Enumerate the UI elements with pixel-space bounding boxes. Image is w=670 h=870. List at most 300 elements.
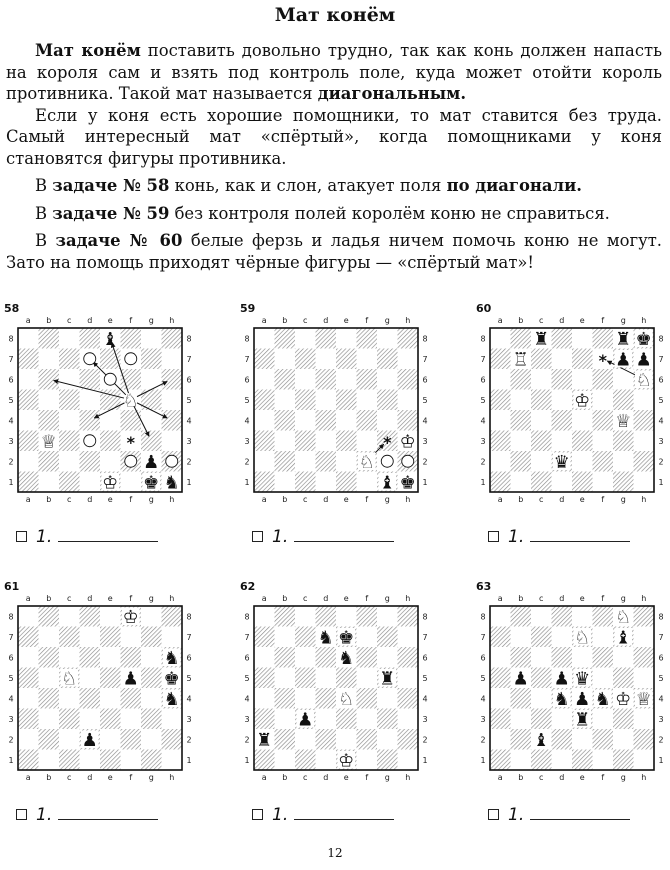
file-label: a xyxy=(261,495,267,504)
text-run: В xyxy=(35,176,53,195)
dark-square xyxy=(398,410,419,431)
dark-square xyxy=(613,668,634,689)
rank-label: 6 xyxy=(480,653,486,663)
rank-label: 7 xyxy=(658,354,664,364)
dark-square xyxy=(593,647,614,668)
dark-square xyxy=(398,369,419,390)
file-label: g xyxy=(148,594,154,603)
rank-label: 2 xyxy=(8,457,14,467)
file-label: c xyxy=(539,316,544,325)
answer-field-62[interactable] xyxy=(252,806,402,828)
rank-label: 8 xyxy=(480,334,486,344)
dark-square xyxy=(59,431,80,452)
file-label: d xyxy=(87,773,93,782)
dark-square xyxy=(511,451,532,472)
answer-line[interactable] xyxy=(294,541,394,542)
rank-label: 2 xyxy=(422,457,428,467)
marked-square-circle xyxy=(104,373,116,385)
dark-square xyxy=(141,627,162,648)
answer-checkbox[interactable] xyxy=(488,809,499,820)
rank-label: 2 xyxy=(422,735,428,745)
white-knight-icon: ♘ xyxy=(358,451,375,473)
file-label: b xyxy=(282,316,288,325)
dark-square xyxy=(316,729,337,750)
text-run: белые ферзь и ладья ничем помочь коню не могут. Зато на помощь приходят чёрные фигуры — «спёртый мат»! xyxy=(6,231,662,272)
dark-square xyxy=(377,750,398,771)
rank-label: 5 xyxy=(244,673,250,683)
file-label: b xyxy=(46,773,52,782)
marked-square-circle xyxy=(84,353,96,365)
black-rook-icon: ♜ xyxy=(256,729,273,751)
rank-label: 6 xyxy=(8,375,14,385)
target-asterisk: * xyxy=(598,350,607,370)
rank-label: 5 xyxy=(8,673,14,683)
dark-square xyxy=(316,451,337,472)
dark-square xyxy=(552,410,573,431)
dark-square xyxy=(295,349,316,370)
dark-square xyxy=(121,328,142,349)
dark-square xyxy=(613,750,634,771)
answer-field-61[interactable] xyxy=(16,806,166,828)
text-run: В xyxy=(35,231,56,250)
dark-square xyxy=(254,750,275,771)
move-number: 1. xyxy=(36,805,53,825)
black-pawn-icon: ♟ xyxy=(297,709,314,731)
rank-label: 1 xyxy=(422,477,428,487)
dark-square xyxy=(613,709,634,730)
black-pawn-icon: ♟ xyxy=(512,668,529,690)
file-label: h xyxy=(641,495,647,504)
answer-checkbox[interactable] xyxy=(252,809,263,820)
dark-square xyxy=(100,750,121,771)
paragraph xyxy=(6,230,662,273)
black-rook-icon: ♜ xyxy=(379,668,396,690)
rank-label: 2 xyxy=(658,735,664,745)
dark-square xyxy=(552,729,573,750)
dark-square xyxy=(490,709,511,730)
file-label: d xyxy=(559,316,565,325)
black-pawn-icon: ♟ xyxy=(615,349,632,371)
answer-field-63[interactable] xyxy=(488,806,638,828)
file-label: g xyxy=(384,495,390,504)
chess-diagram-59 xyxy=(240,314,432,506)
dark-square xyxy=(377,349,398,370)
rank-label: 2 xyxy=(480,457,486,467)
rank-label: 4 xyxy=(480,416,486,426)
file-label: c xyxy=(67,773,72,782)
text-run: Если у коня есть хорошие помощники, то мат ставится без труда. Самый интересный мат «спёртый», когда помощниками у коня становятся фигуры противника. xyxy=(6,105,662,168)
dark-square xyxy=(18,431,39,452)
dark-square xyxy=(80,451,101,472)
move-number: 1. xyxy=(272,805,289,825)
file-label: d xyxy=(559,495,565,504)
paragraph xyxy=(6,105,662,170)
file-label: f xyxy=(365,495,369,504)
black-knight-icon: ♞ xyxy=(338,647,355,669)
dark-square xyxy=(490,750,511,771)
dark-square xyxy=(531,709,552,730)
dark-square xyxy=(377,627,398,648)
file-label: g xyxy=(384,594,390,603)
chess-diagram-63 xyxy=(476,592,668,784)
answer-checkbox[interactable] xyxy=(16,809,27,820)
file-label: h xyxy=(169,773,175,782)
black-knight-icon: ♞ xyxy=(163,647,180,669)
rank-label: 5 xyxy=(658,673,664,683)
dark-square xyxy=(295,750,316,771)
bold-run: задаче № 59 xyxy=(52,203,170,223)
dark-square xyxy=(39,328,60,349)
rank-label: 7 xyxy=(186,354,192,364)
file-label: f xyxy=(601,594,605,603)
file-label: g xyxy=(620,773,626,782)
rank-label: 8 xyxy=(422,334,428,344)
dark-square xyxy=(141,431,162,452)
black-king-icon: ♚ xyxy=(143,472,160,494)
dark-square xyxy=(275,369,296,390)
dark-square xyxy=(141,750,162,771)
rank-label: 8 xyxy=(244,334,250,344)
rank-label: 5 xyxy=(422,673,428,683)
rank-label: 1 xyxy=(8,477,14,487)
dark-square xyxy=(511,688,532,709)
answer-checkbox[interactable] xyxy=(16,531,27,542)
file-label: a xyxy=(497,594,503,603)
rank-label: 4 xyxy=(658,416,664,426)
dark-square xyxy=(552,647,573,668)
diagram-number: 59 xyxy=(240,302,256,315)
rank-label: 5 xyxy=(8,395,14,405)
dark-square xyxy=(490,349,511,370)
file-label: f xyxy=(365,773,369,782)
file-label: h xyxy=(169,495,175,504)
answer-field-59[interactable] xyxy=(252,528,402,550)
answer-checkbox[interactable] xyxy=(252,531,263,542)
file-label: a xyxy=(497,773,503,782)
white-queen-icon: ♕ xyxy=(635,688,652,710)
rank-label: 1 xyxy=(244,755,250,765)
chess-diagram-58 xyxy=(4,314,196,506)
dark-square xyxy=(100,627,121,648)
dark-square xyxy=(275,647,296,668)
rank-label: 4 xyxy=(8,694,14,704)
rank-label: 5 xyxy=(186,395,192,405)
rank-label: 7 xyxy=(480,632,486,642)
dark-square xyxy=(39,729,60,750)
rank-label: 1 xyxy=(186,755,192,765)
rank-label: 5 xyxy=(480,673,486,683)
white-knight-icon: ♘ xyxy=(615,606,632,628)
dark-square xyxy=(634,410,655,431)
dark-square xyxy=(357,647,378,668)
rank-label: 1 xyxy=(244,477,250,487)
dark-square xyxy=(18,472,39,493)
dark-square xyxy=(39,369,60,390)
dark-square xyxy=(275,451,296,472)
rank-label: 8 xyxy=(658,612,664,622)
white-knight-icon: ♘ xyxy=(574,627,591,649)
dark-square xyxy=(572,349,593,370)
chess-diagram-60 xyxy=(476,314,668,506)
dark-square xyxy=(316,606,337,627)
file-label: c xyxy=(303,594,308,603)
dark-square xyxy=(336,349,357,370)
dark-square xyxy=(100,431,121,452)
dark-square xyxy=(39,688,60,709)
white-king-icon: ♔ xyxy=(102,472,119,494)
rank-label: 8 xyxy=(658,334,664,344)
white-king-icon: ♔ xyxy=(399,431,416,453)
dark-square xyxy=(490,472,511,493)
file-label: e xyxy=(107,495,113,504)
dark-square xyxy=(59,472,80,493)
dark-square xyxy=(552,369,573,390)
dark-square xyxy=(254,472,275,493)
file-label: b xyxy=(518,316,524,325)
file-label: d xyxy=(323,495,329,504)
file-label: f xyxy=(601,316,605,325)
rank-label: 6 xyxy=(186,375,192,385)
dark-square xyxy=(593,729,614,750)
file-label: e xyxy=(343,316,349,325)
file-label: f xyxy=(129,495,133,504)
dark-square xyxy=(398,606,419,627)
rank-label: 4 xyxy=(658,694,664,704)
dark-square xyxy=(295,627,316,648)
file-label: g xyxy=(620,594,626,603)
diagram-number: 58 xyxy=(4,302,20,315)
answer-line[interactable] xyxy=(58,819,158,820)
rank-label: 7 xyxy=(244,632,250,642)
file-label: d xyxy=(323,773,329,782)
dark-square xyxy=(511,729,532,750)
dark-square xyxy=(572,750,593,771)
answer-field-58[interactable] xyxy=(16,528,166,550)
bold-run: Мат конём xyxy=(35,41,141,60)
dark-square xyxy=(613,472,634,493)
answer-line[interactable] xyxy=(530,541,630,542)
black-bishop-icon: ♝ xyxy=(615,627,632,649)
rank-label: 3 xyxy=(186,714,192,724)
file-label: h xyxy=(405,773,411,782)
black-rook-icon: ♜ xyxy=(574,709,591,731)
answer-line[interactable] xyxy=(530,819,630,820)
answer-line[interactable] xyxy=(294,819,394,820)
dark-square xyxy=(275,729,296,750)
dark-square xyxy=(531,390,552,411)
rank-label: 4 xyxy=(422,694,428,704)
file-label: e xyxy=(343,594,349,603)
file-label: g xyxy=(620,495,626,504)
rank-label: 2 xyxy=(480,735,486,745)
file-label: b xyxy=(282,495,288,504)
bold-run: задаче № 60 xyxy=(55,231,183,250)
rank-label: 6 xyxy=(8,653,14,663)
marked-square-circle xyxy=(402,455,414,467)
paragraph xyxy=(6,203,662,225)
bold-run: задаче № 58 xyxy=(52,176,170,195)
rank-label: 6 xyxy=(422,653,428,663)
dark-square xyxy=(141,668,162,689)
file-label: b xyxy=(282,773,288,782)
file-label: h xyxy=(405,594,411,603)
dark-square xyxy=(316,369,337,390)
rank-label: 8 xyxy=(186,612,192,622)
file-label: a xyxy=(25,495,31,504)
dark-square xyxy=(531,349,552,370)
rank-label: 2 xyxy=(186,457,192,467)
rank-label: 2 xyxy=(8,735,14,745)
marked-square-circle xyxy=(84,435,96,447)
dark-square xyxy=(295,472,316,493)
black-rook-icon: ♜ xyxy=(615,328,632,350)
rank-label: 6 xyxy=(658,375,664,385)
black-bishop-icon: ♝ xyxy=(379,472,396,494)
dark-square xyxy=(316,410,337,431)
rank-label: 3 xyxy=(244,714,250,724)
file-label: b xyxy=(282,594,288,603)
dark-square xyxy=(39,451,60,472)
file-label: e xyxy=(579,316,585,325)
rank-label: 8 xyxy=(422,612,428,622)
rank-label: 7 xyxy=(422,632,428,642)
move-number: 1. xyxy=(508,805,525,825)
dark-square xyxy=(572,472,593,493)
text-run: поставить довольно трудно, так как конь должен напасть на короля сам и взять под контроль поле, куда может отойти король противника. Такой мат называется xyxy=(6,41,663,103)
dark-square xyxy=(254,627,275,648)
rank-label: 7 xyxy=(8,632,14,642)
dark-square xyxy=(593,451,614,472)
chess-diagram-62 xyxy=(240,592,432,784)
answer-checkbox[interactable] xyxy=(488,531,499,542)
black-queen-icon: ♛ xyxy=(574,668,591,690)
rank-label: 3 xyxy=(8,714,14,724)
file-label: a xyxy=(261,773,267,782)
rank-label: 4 xyxy=(244,416,250,426)
rank-label: 1 xyxy=(8,755,14,765)
dark-square xyxy=(398,729,419,750)
diagram-number: 63 xyxy=(476,580,492,593)
dark-square xyxy=(490,390,511,411)
dark-square xyxy=(80,688,101,709)
rank-label: 4 xyxy=(186,416,192,426)
dark-square xyxy=(18,709,39,730)
dark-square xyxy=(121,647,142,668)
black-knight-icon: ♞ xyxy=(553,688,570,710)
rank-label: 1 xyxy=(422,755,428,765)
dark-square xyxy=(59,349,80,370)
dark-square xyxy=(254,668,275,689)
dark-square xyxy=(59,627,80,648)
dark-square xyxy=(162,328,183,349)
rank-label: 3 xyxy=(186,436,192,446)
rank-label: 1 xyxy=(186,477,192,487)
white-king-icon: ♔ xyxy=(574,390,591,412)
rank-label: 3 xyxy=(8,436,14,446)
dark-square xyxy=(511,606,532,627)
dark-square xyxy=(531,431,552,452)
dark-square xyxy=(121,729,142,750)
dark-square xyxy=(316,328,337,349)
paragraph xyxy=(6,175,662,197)
file-label: b xyxy=(518,773,524,782)
rank-label: 3 xyxy=(480,714,486,724)
file-label: h xyxy=(641,773,647,782)
file-label: d xyxy=(87,594,93,603)
black-pawn-icon: ♟ xyxy=(81,729,98,751)
file-label: e xyxy=(579,594,585,603)
file-label: f xyxy=(601,773,605,782)
answer-line[interactable] xyxy=(58,541,158,542)
answer-field-60[interactable] xyxy=(488,528,638,550)
file-label: b xyxy=(46,316,52,325)
file-label: a xyxy=(25,594,31,603)
dark-square xyxy=(634,606,655,627)
file-label: g xyxy=(148,773,154,782)
dark-square xyxy=(275,606,296,627)
dark-square xyxy=(634,451,655,472)
dark-square xyxy=(18,349,39,370)
dark-square xyxy=(18,390,39,411)
dark-square xyxy=(531,472,552,493)
dark-square xyxy=(593,606,614,627)
file-label: c xyxy=(303,773,308,782)
file-label: d xyxy=(559,773,565,782)
file-label: e xyxy=(579,495,585,504)
file-label: e xyxy=(579,773,585,782)
file-label: g xyxy=(620,316,626,325)
dark-square xyxy=(162,729,183,750)
rank-label: 2 xyxy=(186,735,192,745)
dark-square xyxy=(254,709,275,730)
black-king-icon: ♚ xyxy=(399,472,416,494)
dark-square xyxy=(511,369,532,390)
dark-square xyxy=(80,647,101,668)
white-queen-icon: ♕ xyxy=(40,431,57,453)
white-rook-icon: ♖ xyxy=(512,349,529,371)
white-knight-icon: ♘ xyxy=(635,369,652,391)
dark-square xyxy=(357,729,378,750)
dark-square xyxy=(18,627,39,648)
dark-square xyxy=(572,431,593,452)
file-label: e xyxy=(107,773,113,782)
file-label: a xyxy=(25,773,31,782)
marked-square-circle xyxy=(125,353,137,365)
diagram-number: 62 xyxy=(240,580,256,593)
file-label: c xyxy=(539,495,544,504)
rank-label: 6 xyxy=(244,375,250,385)
dark-square xyxy=(39,410,60,431)
file-label: d xyxy=(559,594,565,603)
dark-square xyxy=(357,410,378,431)
rank-label: 7 xyxy=(186,632,192,642)
rank-label: 5 xyxy=(658,395,664,405)
dark-square xyxy=(357,369,378,390)
rank-label: 3 xyxy=(422,436,428,446)
dark-square xyxy=(39,647,60,668)
file-label: c xyxy=(67,594,72,603)
dark-square xyxy=(336,709,357,730)
file-label: h xyxy=(169,316,175,325)
file-label: c xyxy=(539,594,544,603)
dark-square xyxy=(357,606,378,627)
dark-square xyxy=(511,328,532,349)
rank-label: 6 xyxy=(422,375,428,385)
rank-label: 2 xyxy=(244,735,250,745)
file-label: e xyxy=(107,316,113,325)
dark-square xyxy=(593,410,614,431)
text-run: конь, как и слон, атакует поля xyxy=(169,176,447,195)
